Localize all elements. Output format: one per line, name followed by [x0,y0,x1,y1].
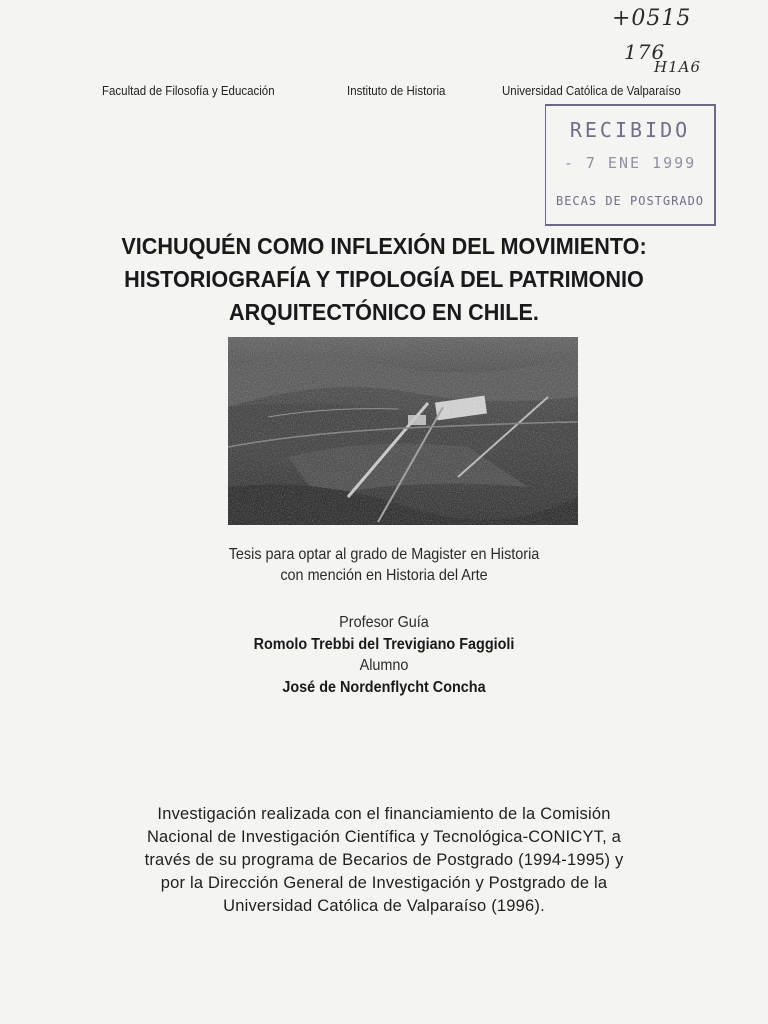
thesis-title [60,230,708,329]
degree-line-2: con mención en Historia del Arte [280,567,488,584]
funding-line-1: Investigación realizada con el financiamiento de la Comisión [157,805,611,823]
credits-block [0,612,768,698]
student-name: José de Nordenflycht Concha [282,678,486,696]
institute-name: Instituto de Historia [347,84,446,98]
received-stamp [545,104,716,226]
advisor-label: Profesor Guía [339,614,429,631]
aerial-photo-image [228,337,578,525]
title-line-1: VICHUQUÉN COMO INFLEXIÓN DEL MOVIMIENTO: [121,233,647,259]
funding-line-3: través de su programa de Becarios de Postgrado (1994-1995) y [144,851,624,869]
degree-line-1: Tesis para optar al grado de Magister en Historia [228,546,540,563]
funding-line-5: Universidad Católica de Valparaíso (1996). [223,897,545,915]
student-label: Alumno [359,657,409,674]
stamp-date: - 7 ENE 1999 [563,154,697,172]
degree-statement [0,544,768,586]
aerial-photo [228,337,578,525]
handwritten-note-2: 176 [624,40,666,64]
handwritten-note-3: H1A6 [654,58,702,76]
institution-header [0,84,768,104]
funding-line-2: Nacional de Investigación Científica y Tecnológica-CONICYT, a [146,828,622,846]
title-line-2: HISTORIOGRAFÍA Y TIPOLOGÍA DEL PATRIMONIO [124,266,644,292]
funding-statement [0,803,768,918]
faculty-name: Facultad de Filosofía y Educación [102,84,275,98]
handwritten-note-1: +0515 [612,6,692,31]
advisor-name: Romolo Trebbi del Trevigiano Faggioli [253,635,515,653]
funding-line-4: por la Dirección General de Investigación y Postgrado de la [160,874,608,892]
stamp-title: RECIBIDO [569,118,691,142]
university-name: Universidad Católica de Valparaíso [502,84,681,98]
title-line-3: ARQUITECTÓNICO EN CHILE. [229,299,539,325]
stamp-department: BECAS DE POSTGRADO [555,194,705,208]
